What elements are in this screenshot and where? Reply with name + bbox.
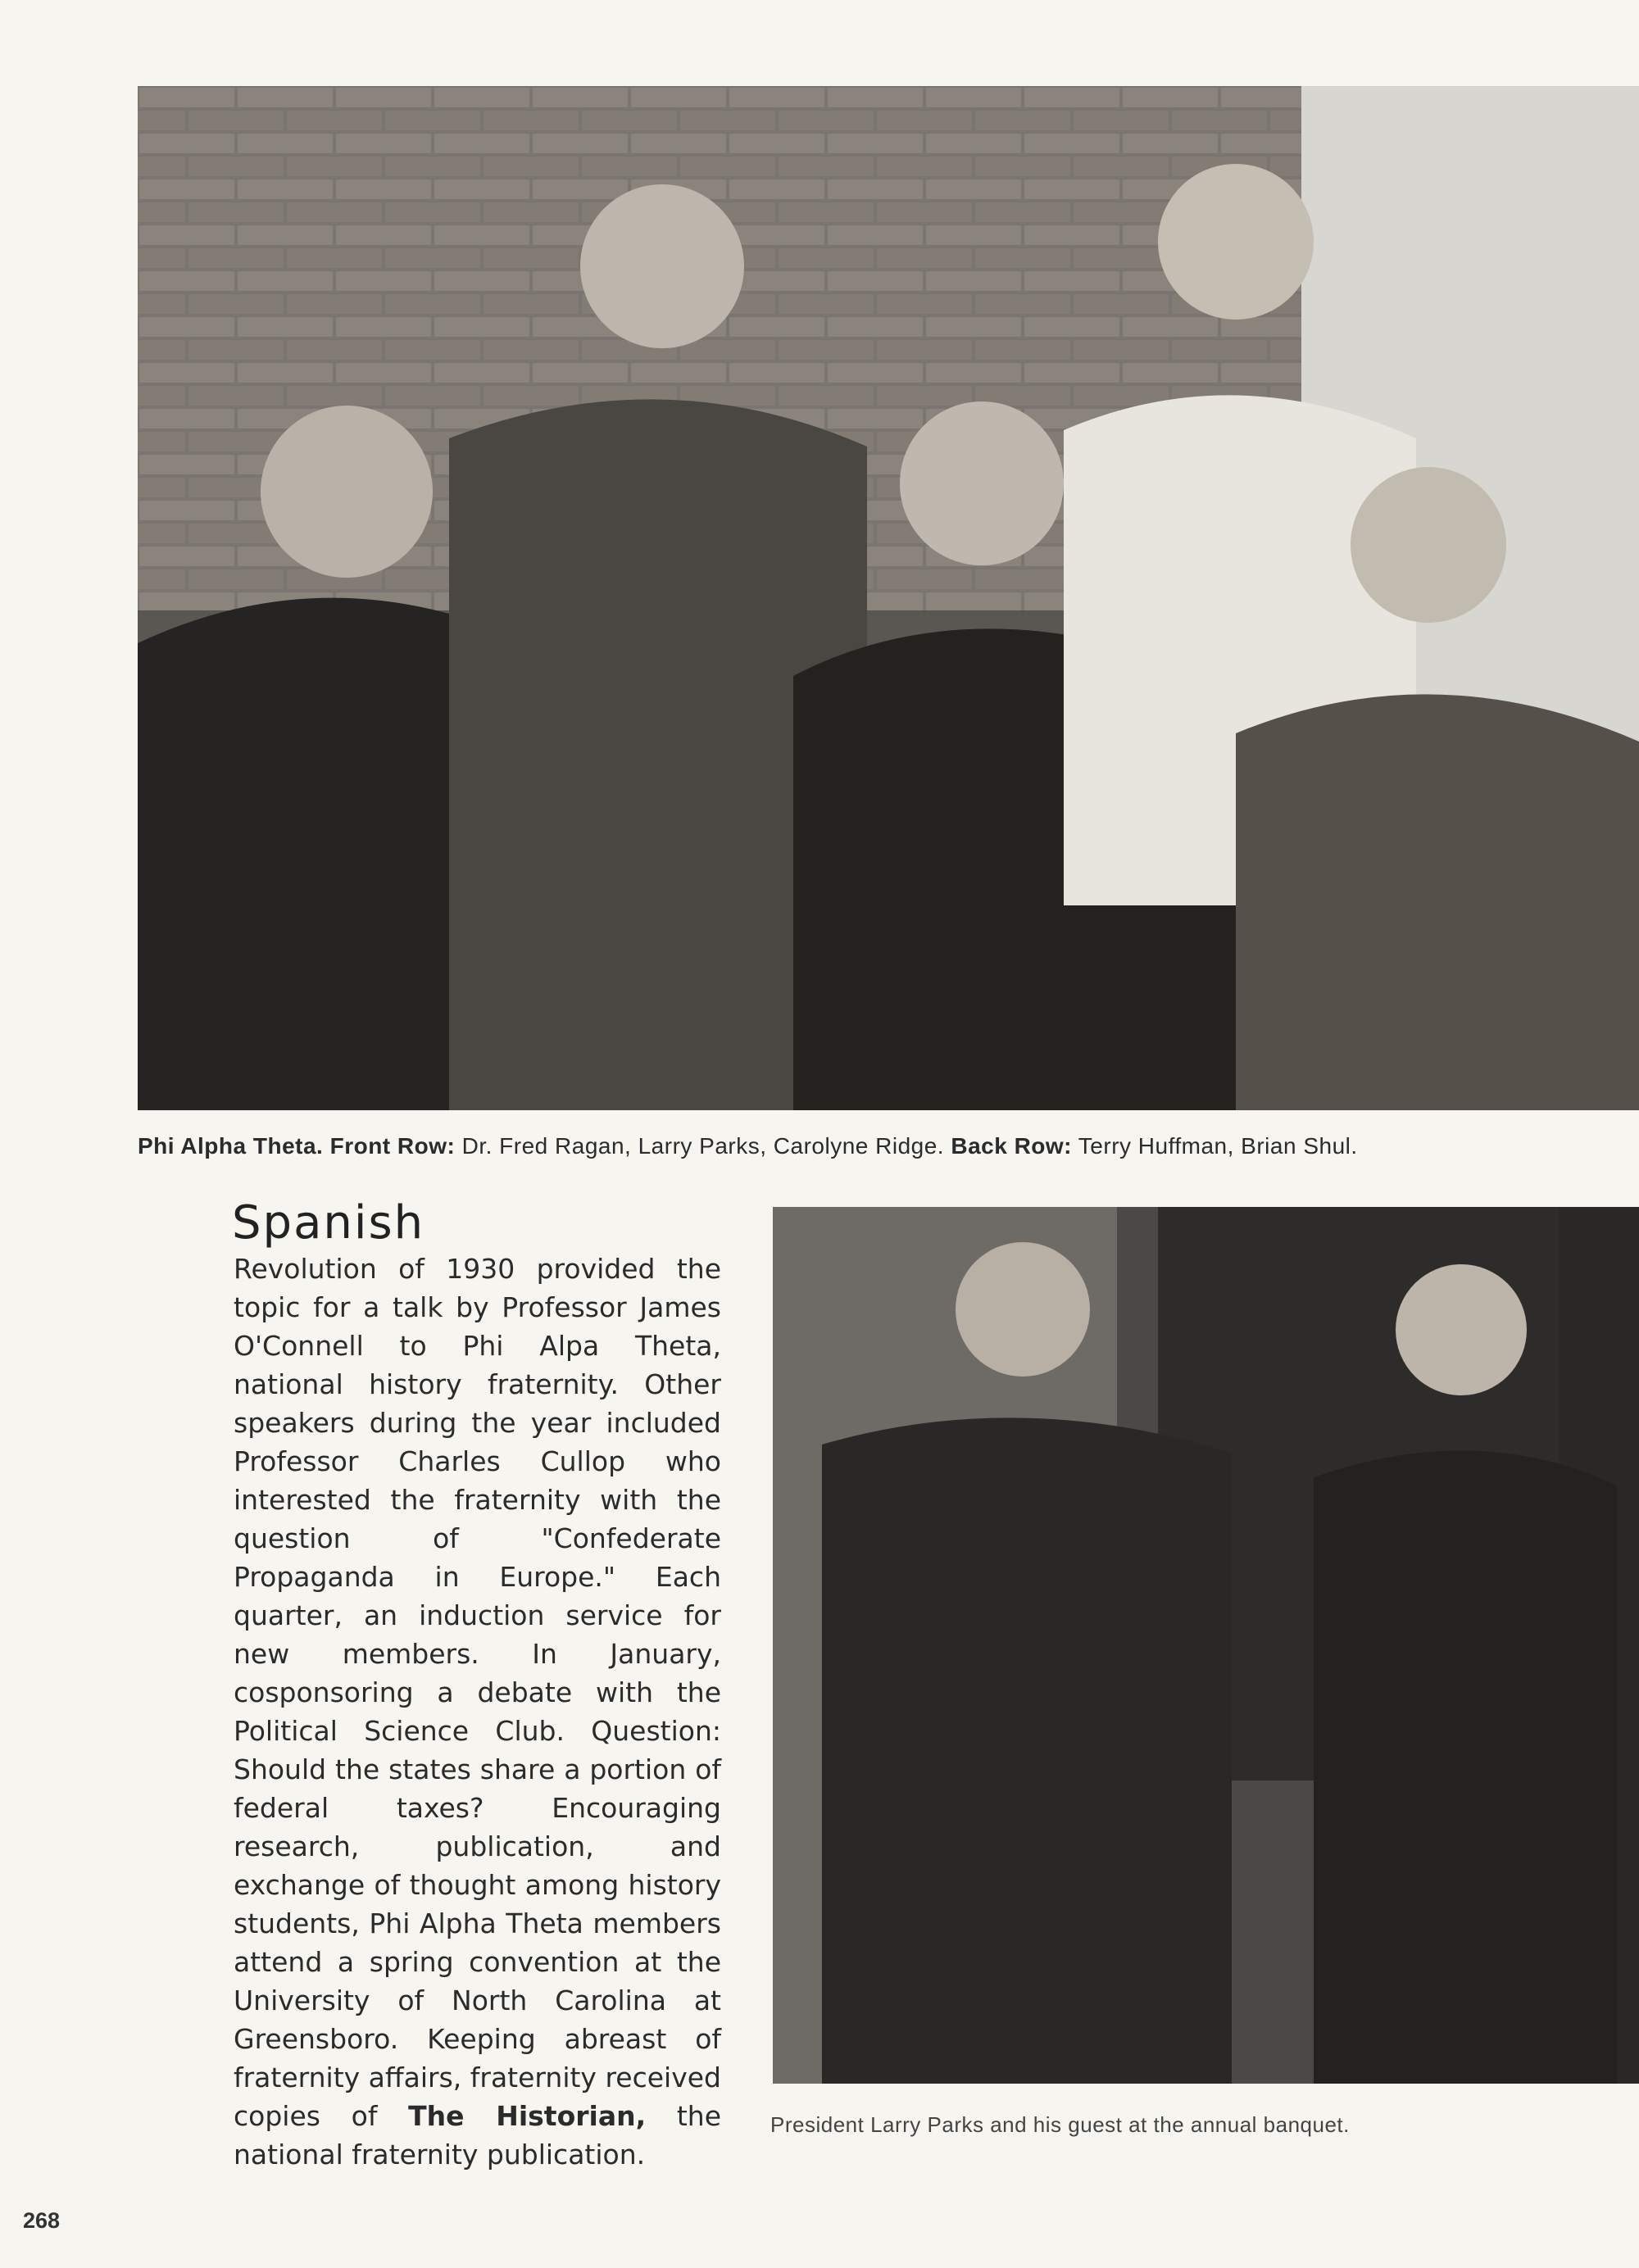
page-number: 268 (23, 2208, 61, 2233)
publication-title: The Historian, (408, 2100, 647, 2132)
article-heading: Spanish (232, 1196, 425, 1250)
banquet-photo (773, 1207, 1639, 2084)
caption-org-name: Phi Alpha Theta. (138, 1133, 324, 1159)
back-row-label: Back Row: (951, 1133, 1073, 1159)
group-photo-caption (138, 1133, 1358, 1159)
group-photo (138, 86, 1639, 1110)
article-body-text: Revolution of 1930 provided the topic for a talk by Professor James O'Connell to Phi Alpa Theta, national history fraternity. Other speakers during the year included Professor Charles Cullop who interested the fraternity with the question of "Confederate Propaganda in Europe." Each quarter, an induction service for new members. In January, cosponsoring a debate with the Political Science Club. Question: Should the states share a portion of federal taxes? Encouraging research, publication, and exchange of thought among history students, Phi Alpha Theta members attend a spring convention at the University of North Carolina at Greensboro. Keeping abreast of fraternity affairs, fraternity received copies of (234, 1253, 721, 2132)
article-body (234, 1250, 721, 2174)
front-row-names: Dr. Fred Ragan, Larry Parks, Carolyne Ridge. (461, 1133, 945, 1159)
back-row-names: Terry Huffman, Brian Shul. (1078, 1133, 1358, 1159)
banquet-photo-caption: President Larry Parks and his guest at the annual banquet. (770, 2112, 1350, 2137)
article-body-ending: the national fraternity publication. (234, 2100, 722, 2170)
front-row-label: Front Row: (329, 1133, 456, 1159)
